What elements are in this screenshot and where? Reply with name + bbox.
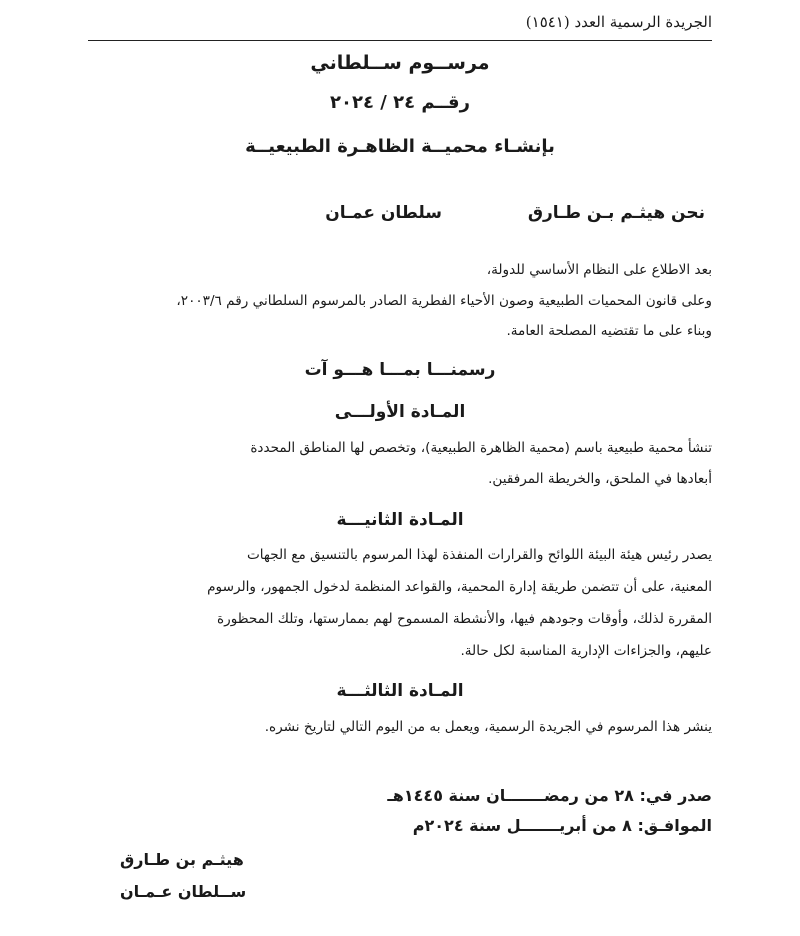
decree-number: رقــم ٢٤ / ٢٠٢٤ — [330, 92, 470, 113]
article-heading: المـادة الثالثـــة — [336, 681, 464, 701]
article-line: المعنية، على أن تتضمن طريقة إدارة المحمية، والقواعد المنظمة لدخول الجمهور، والرسوم — [207, 579, 712, 595]
decree-subject: بإنشـاء محميــة الظاهـرة الطبيعيــة — [245, 136, 555, 157]
article-line: المقررة لذلك، وأوقات وجودهم فيها، والأنشطة المسموح لهم بممارستها، وتلك المحظورة — [217, 611, 712, 627]
ruler-title: سلطان عمـان — [325, 203, 442, 223]
preamble-line: وبناء على ما تقتضيه المصلحة العامة. — [506, 323, 712, 339]
article-heading: المـادة الثانيـــة — [336, 510, 464, 530]
article-line: ينشر هذا المرسوم في الجريدة الرسمية، ويعمل به من اليوم التالي لتاريخ نشره. — [264, 719, 712, 735]
running-head: الجريدة الرسمية العدد (١٥٤١) — [525, 13, 712, 31]
preamble-line: وعلى قانون المحميات الطبيعية وصون الأحياء الفطرية الصادر بالمرسوم السلطاني رقم ٢٠٠٣/٦، — [176, 293, 712, 309]
article-line: أبعادها في الملحق، والخريطة المرفقين. — [488, 471, 712, 487]
signature-name: هيثـم بن طـارق — [120, 850, 244, 869]
signature-title: ســلطان عـمـان — [120, 882, 247, 901]
article-line: تنشأ محمية طبيعية باسم (محمية الظاهرة الطبيعية)، وتخصص لها المناطق المحددة — [250, 440, 712, 456]
decree-phrase: رسمنـــا بمـــا هـــو آت — [304, 360, 496, 380]
header-rule — [88, 40, 712, 41]
article-line: يصدر رئيس هيئة البيئة اللوائح والقرارات المنفذة لهذا المرسوم بالتنسيق مع الجهات — [246, 547, 712, 563]
ruler-name: نحن هيثـم بـن طـارق — [527, 203, 705, 223]
issue-date-gregorian: الموافـق: ٨ من أبريـــــــل سنة ٢٠٢٤م — [412, 816, 712, 835]
article-heading: المـادة الأولـــى — [334, 402, 466, 422]
article-line: عليهم، والجزاءات الإدارية المناسبة لكل حالة. — [460, 643, 712, 659]
issue-date-hijri: صدر في: ٢٨ من رمضـــــــان سنة ١٤٤٥هـ — [387, 786, 712, 805]
decree-type: مرســوم ســلطاني — [310, 52, 490, 74]
preamble-line: بعد الاطلاع على النظام الأساسي للدولة، — [486, 262, 712, 278]
